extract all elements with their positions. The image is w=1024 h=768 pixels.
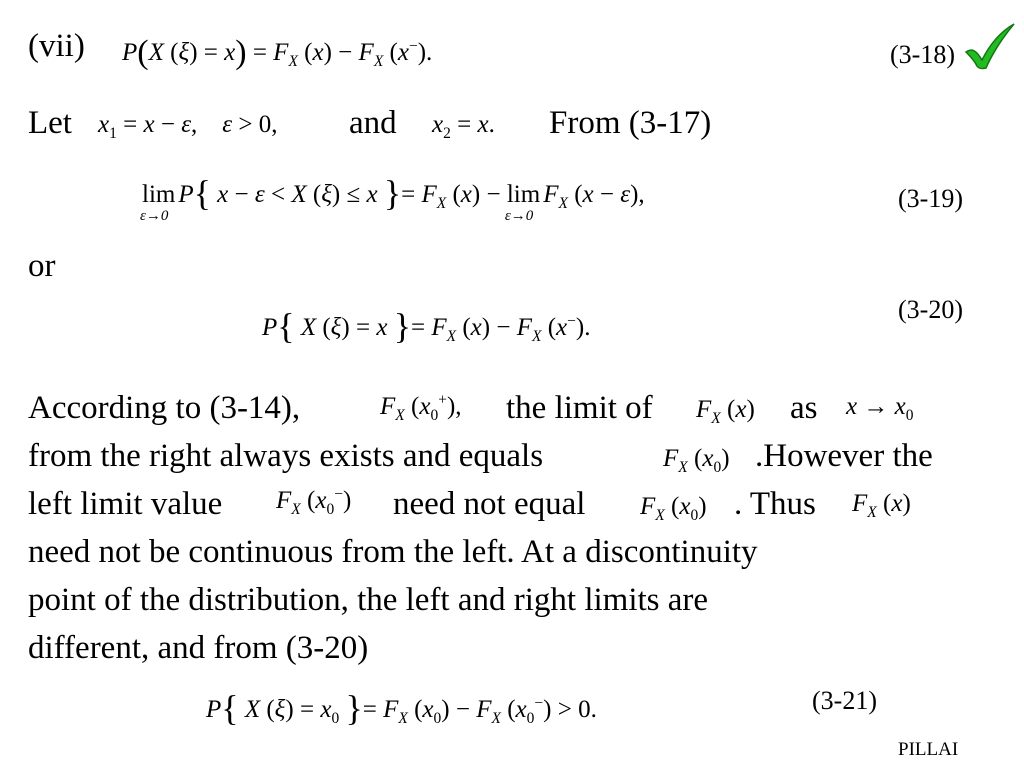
para-line-6: different, and from (3-20) [28, 630, 369, 666]
math-Fx-x0-plus: $F_X$ $(x_0^+)$, [380, 391, 462, 424]
para-line-1b: the limit of [506, 390, 653, 426]
equation-number-3-19: (3-19) [898, 184, 963, 213]
equation-3-20: P{ X (ξ) = x }= $F_X$ $(x) - F_X$ (x−). [262, 306, 591, 346]
equation-number-3-18: (3-18) [890, 40, 955, 69]
equation-number-3-21: (3-21) [812, 686, 877, 715]
para-line-3b: need not equal [393, 486, 586, 522]
definition-x1: $x_1 = x - \varepsilon$, ε > 0, [98, 111, 278, 142]
math-Fx-x: $F_X$ (x) [696, 396, 755, 427]
para-line-3a: left limit value [28, 486, 223, 522]
equation-3-21: P{ X $(\xi) = x_0$ }= $F_X$ $(x_0) - F_X$ $(x_0^-) > 0$. [206, 688, 597, 728]
let-word: Let [28, 105, 72, 141]
math-Fx-x0-minus: $F_X$ $(x_0^-)$ [276, 485, 352, 518]
math-Fx-x0: $F_X$ $(x_0)$ [663, 445, 730, 476]
para-line-4: need not be continuous from the left. At a discontinuity [28, 534, 758, 570]
checkmark-icon [962, 22, 1018, 72]
para-line-2b: .However the [755, 438, 933, 474]
math-Fx-x-2: $F_X$ (x) [852, 490, 911, 521]
para-line-1c: as [790, 390, 818, 426]
math-x-to-x0: $x \to x_0$ [846, 393, 914, 424]
para-line-1a: According to (3-14), [28, 390, 301, 426]
item-label-vii: (vii) [28, 28, 85, 64]
equation-3-19: lim ε→0 P{ x − ε < X (ξ) ≤ x }= $F_X$ (x) − lim ε→0 $F_X$ (x − ε), [140, 173, 645, 224]
or-word: or [28, 248, 56, 284]
para-line-5: point of the distribution, the left and right limits are [28, 582, 709, 618]
equation-number-3-20: (3-20) [898, 295, 963, 324]
from-3-17: From (3-17) [549, 105, 712, 141]
para-line-2a: from the right always exists and equals [28, 438, 544, 474]
definition-x2: $x_2 = x$. [432, 111, 495, 142]
equation-3-18: P(X $(\xi) = x) = F_X$ $(x) - F_X$ (x−). [122, 34, 433, 71]
para-line-3c: . Thus [734, 486, 816, 522]
and-word: and [349, 105, 397, 141]
footer-author: PILLAI [898, 739, 959, 760]
math-Fx-x0-2: $F_X$ $(x_0)$ [640, 493, 707, 524]
